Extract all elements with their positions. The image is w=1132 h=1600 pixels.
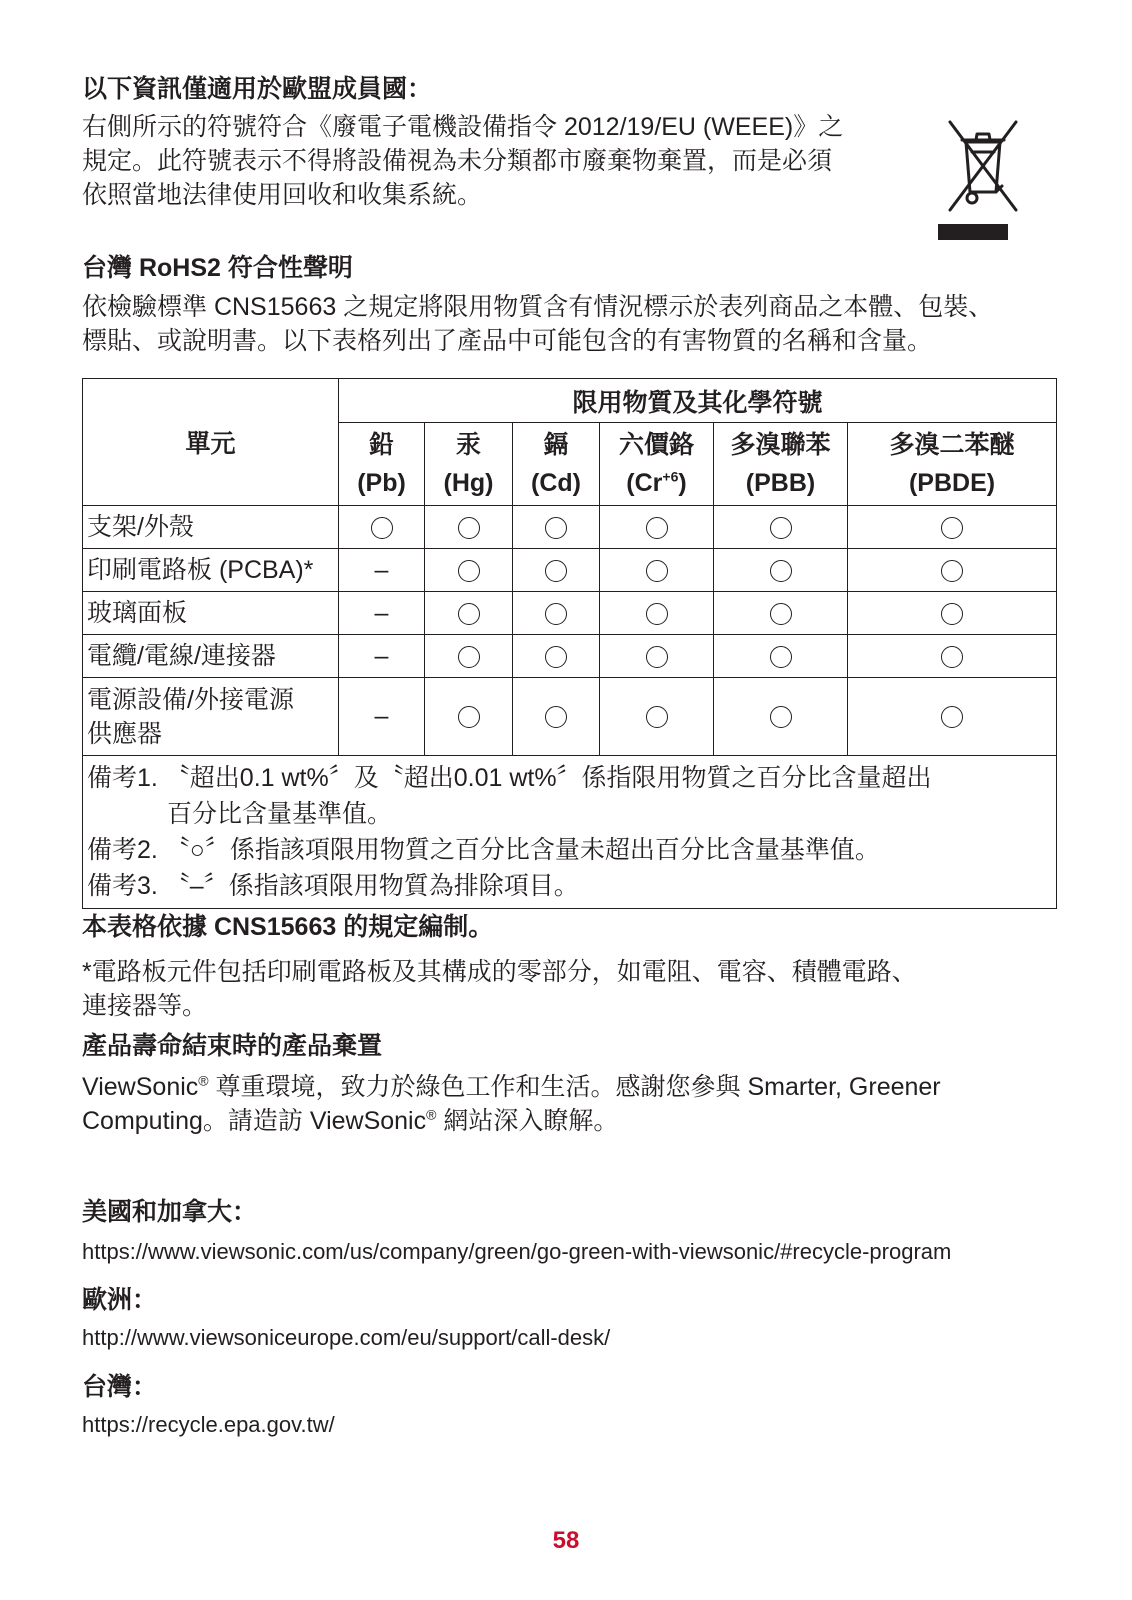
- taiwan-recycle-link[interactable]: https://recycle.epa.gov.tw/: [82, 1412, 335, 1437]
- crossed-out-wheelie-bin-icon: [938, 118, 1028, 242]
- exempt-mark: –: [339, 592, 425, 635]
- table-row: [83, 592, 1057, 635]
- compliant-circle-icon: [600, 549, 714, 592]
- compliant-circle-icon: [339, 506, 425, 549]
- compliant-circle-icon: [513, 635, 600, 678]
- rohs-line-2: 標貼、或說明書。以下表格列出了產品中可能包含的有害物質的名稱和含量。: [82, 327, 933, 355]
- eu-line-1: 右側所示的符號符合《廢電子電機設備指令 2012/19/EU (WEEE)》之: [82, 113, 844, 141]
- compliant-circle-icon: [513, 549, 600, 592]
- compliant-circle-icon: [848, 549, 1057, 592]
- table-row: [83, 635, 1057, 678]
- table-caption: 本表格依據 CNS15663 的規定編制。: [82, 913, 494, 941]
- circle-icon: [458, 560, 480, 582]
- eu-heading: 以下資訊僅適用於歐盟成員國：: [82, 75, 433, 103]
- europe-support-link[interactable]: http://www.viewsoniceurope.com/eu/support/call-desk/: [82, 1325, 611, 1350]
- eu-paragraph: [82, 110, 843, 212]
- compliant-circle-icon: [513, 592, 600, 635]
- circle-icon: [941, 517, 963, 539]
- exempt-mark: –: [339, 678, 425, 756]
- page-number: 58: [552, 1527, 580, 1554]
- circle-icon: [545, 517, 567, 539]
- note-3: 備考3. 〝–〞係指該項限用物質為排除項目。: [87, 872, 579, 900]
- compliant-circle-icon: [848, 678, 1057, 756]
- note-1: 備考1. 〝超出0.1 wt%〞及〝超出0.01 wt%〞係指限用物質之百分比含量超出: [87, 764, 932, 792]
- rohs-table: [82, 378, 1057, 909]
- part-name: 印刷電路板 (PCBA)*: [83, 549, 339, 592]
- circle-icon: [545, 646, 567, 668]
- circle-icon: [770, 646, 792, 668]
- circle-icon: [941, 646, 963, 668]
- compliant-circle-icon: [848, 506, 1057, 549]
- exempt-mark: –: [339, 549, 425, 592]
- eol-heading: 產品壽命結束時的產品棄置: [82, 1032, 383, 1060]
- compliant-circle-icon: [848, 592, 1057, 635]
- compliant-circle-icon: [425, 506, 513, 549]
- compliant-circle-icon: [600, 592, 714, 635]
- eol-paragraph: [82, 1070, 941, 1138]
- compliant-circle-icon: [600, 506, 714, 549]
- circle-icon: [770, 603, 792, 625]
- circle-icon: [646, 646, 668, 668]
- table-row: [83, 678, 1057, 756]
- table-row: [83, 506, 1057, 549]
- compliant-circle-icon: [714, 678, 848, 756]
- compliant-circle-icon: [714, 592, 848, 635]
- compliant-circle-icon: [425, 635, 513, 678]
- part-name: 玻璃面板: [83, 592, 339, 635]
- circle-icon: [458, 517, 480, 539]
- substance-header-pb: 鉛 (Pb): [339, 423, 425, 506]
- substance-header-pbde: 多溴二苯醚 (PBDE): [848, 423, 1057, 506]
- note-1-continued: 百分比含量基準值。: [167, 800, 393, 828]
- eu-line-2: 規定。此符號表示不得將設備視為未分類都市廢棄物棄置，而是必須: [82, 147, 833, 175]
- circle-icon: [545, 706, 567, 728]
- compliant-circle-icon: [848, 635, 1057, 678]
- exempt-mark: –: [339, 635, 425, 678]
- taiwan-heading: 台灣：: [82, 1373, 158, 1401]
- circle-icon: [646, 706, 668, 728]
- substance-header-cd: 鎘 (Cd): [513, 423, 600, 506]
- substance-header-hg: 汞 (Hg): [425, 423, 513, 506]
- circle-icon: [371, 517, 393, 539]
- compliant-circle-icon: [425, 592, 513, 635]
- substance-header-pbb: 多溴聯苯 (PBB): [714, 423, 848, 506]
- compliant-circle-icon: [714, 549, 848, 592]
- pcb-footnote: [82, 955, 917, 1023]
- substance-header-cr6: 六價鉻 $(Cr^{+6})$: [600, 423, 714, 506]
- footnote-line-2: 連接器等。: [82, 992, 208, 1020]
- compliant-circle-icon: [425, 549, 513, 592]
- circle-icon: [646, 517, 668, 539]
- compliant-circle-icon: [714, 506, 848, 549]
- circle-icon: [458, 706, 480, 728]
- table-notes: [83, 756, 1057, 909]
- circle-icon: [545, 603, 567, 625]
- rohs-heading: 台灣 RoHS2 符合性聲明: [82, 254, 353, 282]
- circle-icon: [770, 706, 792, 728]
- compliant-circle-icon: [600, 678, 714, 756]
- eu-line-3: 依照當地法律使用回收和收集系統。: [82, 181, 483, 209]
- rohs-line-1: 依檢驗標準 CNS15663 之規定將限用物質含有情況標示於表列商品之本體、包裝、: [82, 293, 994, 321]
- circle-icon: [941, 603, 963, 625]
- unit-header: 單元: [83, 379, 339, 506]
- circle-icon: [458, 646, 480, 668]
- rohs-paragraph: [82, 290, 993, 358]
- compliant-circle-icon: [425, 678, 513, 756]
- substance-group-header: 限用物質及其化學符號: [339, 379, 1057, 423]
- compliant-circle-icon: [513, 678, 600, 756]
- circle-icon: [941, 706, 963, 728]
- europe-heading: 歐洲：: [82, 1286, 158, 1314]
- us-canada-heading: 美國和加拿大：: [82, 1198, 258, 1226]
- compliant-circle-icon: [714, 635, 848, 678]
- note-2: 備考2. 〝○〞係指該項限用物質之百分比含量未超出百分比含量基準值。: [87, 836, 880, 864]
- circle-icon: [770, 517, 792, 539]
- part-name: 支架/外殼: [83, 506, 339, 549]
- part-name: 電源設備/外接電源 供應器: [83, 678, 339, 756]
- circle-icon: [646, 603, 668, 625]
- circle-icon: [941, 560, 963, 582]
- table-row: [83, 549, 1057, 592]
- part-name: 電纜/電線/連接器: [83, 635, 339, 678]
- eol-line-2: Computing。請造訪 ViewSonic® 網站深入瞭解。: [82, 1106, 619, 1135]
- eol-line-1: ViewSonic® 尊重環境，致力於綠色工作和生活。感謝您參與 Smarter, Greener: [82, 1072, 941, 1101]
- footnote-line-1: *電路板元件包括印刷電路板及其構成的零部分，如電阻、電容、積體電路、: [82, 958, 917, 986]
- circle-icon: [458, 603, 480, 625]
- us-recycle-link[interactable]: https://www.viewsonic.com/us/company/green/go-green-with-viewsonic/#recycle-program: [82, 1239, 952, 1264]
- compliant-circle-icon: [600, 635, 714, 678]
- circle-icon: [545, 560, 567, 582]
- circle-icon: [646, 560, 668, 582]
- compliant-circle-icon: [513, 506, 600, 549]
- circle-icon: [770, 560, 792, 582]
